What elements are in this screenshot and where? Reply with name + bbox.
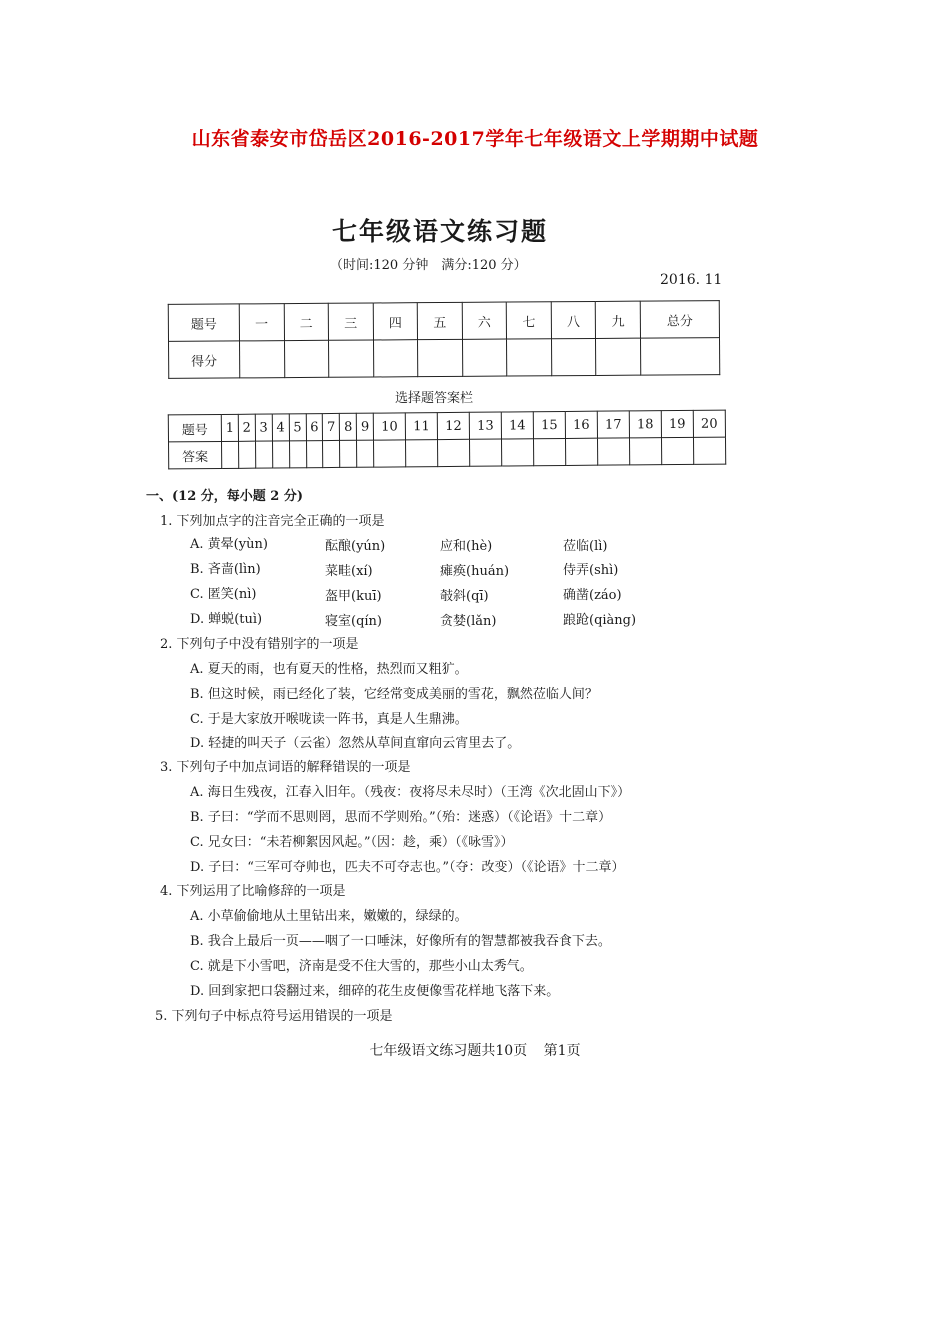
q2-option: C. 于是大家放开喉咙读一阵书，真是人生鼎沸。	[190, 712, 468, 727]
answer-cell[interactable]	[340, 440, 357, 467]
q1-option-cell: 应和(hè)	[440, 539, 493, 554]
q3-option: A. 海日生残夜，江春入旧年。（残夜：夜将尽未尽时）（王湾《次北固山下》）	[190, 785, 631, 800]
q1-option-cell: 盔甲(kuī)	[325, 589, 382, 604]
document-title: 山东省泰安市岱岳区2016-2017学年七年级语文上学期期中试题	[191, 128, 759, 150]
question-1: 1. 下列加点字的注音完全正确的一项是	[160, 514, 385, 529]
answer-cell[interactable]	[470, 439, 502, 466]
answer-cell[interactable]	[597, 438, 629, 465]
question-4: 4. 下列运用了比喻修辞的一项是	[160, 884, 346, 899]
q1-option-cell: 侍弄(shì)	[563, 563, 619, 578]
q2-option: B. 但这时候，雨已经化了装，它经常变成美丽的雪花，飘然莅临人间？	[190, 687, 598, 702]
exam-date: 2016. 11	[660, 272, 723, 288]
answer-cell[interactable]	[533, 438, 565, 465]
answer-cell[interactable]	[502, 439, 534, 466]
score-cell[interactable]	[373, 340, 418, 377]
q1-option-cell: 酝酿(yún)	[325, 539, 386, 554]
score-header-cell: 七	[507, 302, 552, 339]
q1-option-cell: C. 匿笑(nì)	[190, 587, 257, 602]
score-cell[interactable]	[284, 340, 329, 377]
score-table	[168, 300, 721, 379]
choice-number: 2	[238, 414, 255, 441]
choice-answer-row	[169, 437, 726, 469]
answer-cell[interactable]	[693, 437, 725, 464]
answer-cell[interactable]	[323, 440, 340, 467]
choice-number: 10	[373, 413, 405, 440]
question-3: 3. 下列句子中加点词语的解释错误的一项是	[160, 760, 411, 775]
choice-number: 13	[469, 412, 501, 439]
q1-option-cell: 攲斜(qī)	[440, 589, 489, 604]
score-row-label: 题号	[168, 304, 239, 341]
score-value-row	[169, 338, 720, 379]
q1-option-cell: 踉跄(qiàng)	[563, 613, 637, 628]
q2-option: D. 轻捷的叫天子（云雀）忽然从草间直窜向云宵里去了。	[190, 736, 521, 751]
choice-number: 14	[501, 412, 533, 439]
choice-number: 15	[533, 411, 565, 438]
answer-cell[interactable]	[661, 437, 693, 464]
score-header-cell: 九	[596, 301, 641, 338]
choice-table-caption: 选择题答案栏	[395, 391, 474, 406]
choice-number: 3	[255, 414, 272, 441]
score-cell[interactable]	[462, 339, 507, 376]
answer-cell[interactable]	[629, 438, 661, 465]
choice-number: 19	[661, 410, 693, 437]
answer-cell[interactable]	[238, 441, 255, 468]
q4-option: D. 回到家把口袋翻过来，细碎的花生皮便像雪花样地飞落下来。	[190, 984, 560, 999]
score-header-cell: 一	[239, 304, 284, 341]
answer-cell[interactable]	[306, 441, 323, 468]
answer-cell[interactable]	[438, 439, 470, 466]
answer-cell[interactable]	[222, 441, 239, 468]
q3-option: C. 兄女曰：“未若柳絮因风起。”（因：趁，乘）（《咏雪》）	[190, 835, 514, 850]
answer-cell[interactable]	[374, 440, 406, 467]
q3-option: B. 子曰：“学而不思则罔，思而不学则殆。”（殆：迷惑）（《论语》十二章）	[190, 810, 612, 825]
score-cell[interactable]	[240, 341, 285, 378]
q1-option-cell: 确凿(záo)	[563, 588, 622, 603]
q1-option-cell: D. 蝉蜕(tuì)	[190, 612, 263, 627]
score-header-cell: 六	[462, 302, 507, 339]
score-cell[interactable]	[551, 338, 596, 375]
score-header-cell: 八	[551, 301, 596, 338]
choice-number: 9	[357, 413, 374, 440]
q1-option-cell: 瘫痪(huán)	[440, 564, 510, 579]
q4-option: A. 小草偷偷地从土里钻出来，嫩嫩的，绿绿的。	[190, 909, 468, 924]
exam-subtitle: （时间:120 分钟 满分:120 分）	[330, 258, 527, 273]
answer-cell[interactable]	[272, 441, 289, 468]
exam-title: 七年级语文练习题	[331, 217, 548, 246]
q4-option: C. 就是下小雪吧，济南是受不住大雪的，那些小山太秀气。	[190, 959, 533, 974]
answer-cell[interactable]	[289, 441, 306, 468]
choice-number: 6	[306, 414, 323, 441]
answer-cell[interactable]	[565, 438, 597, 465]
q1-option-cell: 寝室(qín)	[325, 614, 382, 629]
score-cell[interactable]	[507, 339, 552, 376]
score-header-cell: 三	[328, 303, 373, 340]
q1-option-cell: 贪婪(lǎn)	[440, 614, 497, 629]
choice-number: 20	[693, 410, 725, 437]
choice-number: 16	[565, 411, 597, 438]
answer-cell[interactable]	[357, 440, 374, 467]
page-footer	[0, 1040, 950, 1060]
question-5: 5. 下列句子中标点符号运用错误的一项是	[155, 1009, 393, 1024]
footer-page-number: 第1页	[543, 1043, 581, 1059]
choice-number: 7	[323, 413, 340, 440]
q4-option: B. 我合上最后一页——咽了一口唾沫，好像所有的智慧都被我吞食下去。	[190, 934, 611, 949]
choice-number: 1	[221, 414, 238, 441]
q2-option: A. 夏天的雨，也有夏天的性格，热烈而又粗犷。	[190, 662, 468, 677]
score-cell[interactable]	[418, 339, 463, 376]
choice-number: 4	[272, 414, 289, 441]
choice-number: 5	[289, 414, 306, 441]
question-2: 2. 下列句子中没有错别字的一项是	[160, 637, 359, 652]
choice-number: 17	[597, 411, 629, 438]
score-cell[interactable]	[596, 338, 641, 375]
answer-cell[interactable]	[406, 440, 438, 467]
q1-option-cell: 菜畦(xí)	[325, 564, 373, 579]
score-header-row	[168, 301, 719, 342]
footer-total-pages: 七年级语文练习题共10页	[369, 1043, 528, 1059]
choice-answer-table	[168, 410, 726, 470]
q1-option-cell: 莅临(lì)	[563, 539, 608, 554]
choice-number: 12	[437, 412, 469, 439]
score-header-cell: 二	[284, 303, 329, 340]
choice-row-label: 题号	[168, 414, 221, 441]
section-heading: 一、(12 分，每小题 2 分)	[146, 489, 304, 504]
score-row-label: 得分	[169, 341, 240, 378]
score-cell[interactable]	[329, 340, 374, 377]
score-header-cell: 四	[373, 303, 418, 340]
q3-option: D. 子曰：“三军可夺帅也，匹夫不可夺志也。”（夺：改变）（《论语》十二章）	[190, 860, 625, 875]
score-header-cell: 总分	[640, 301, 719, 339]
q1-option-cell: B. 吝啬(lìn)	[190, 562, 261, 577]
score-header-cell: 五	[417, 302, 462, 339]
choice-row-label: 答案	[169, 441, 222, 468]
choice-number: 18	[629, 411, 661, 438]
choice-number: 8	[340, 413, 357, 440]
score-cell[interactable]	[640, 338, 719, 376]
q1-option-cell: A. 黄晕(yùn)	[190, 537, 268, 552]
answer-cell[interactable]	[255, 441, 272, 468]
choice-number: 11	[405, 413, 437, 440]
